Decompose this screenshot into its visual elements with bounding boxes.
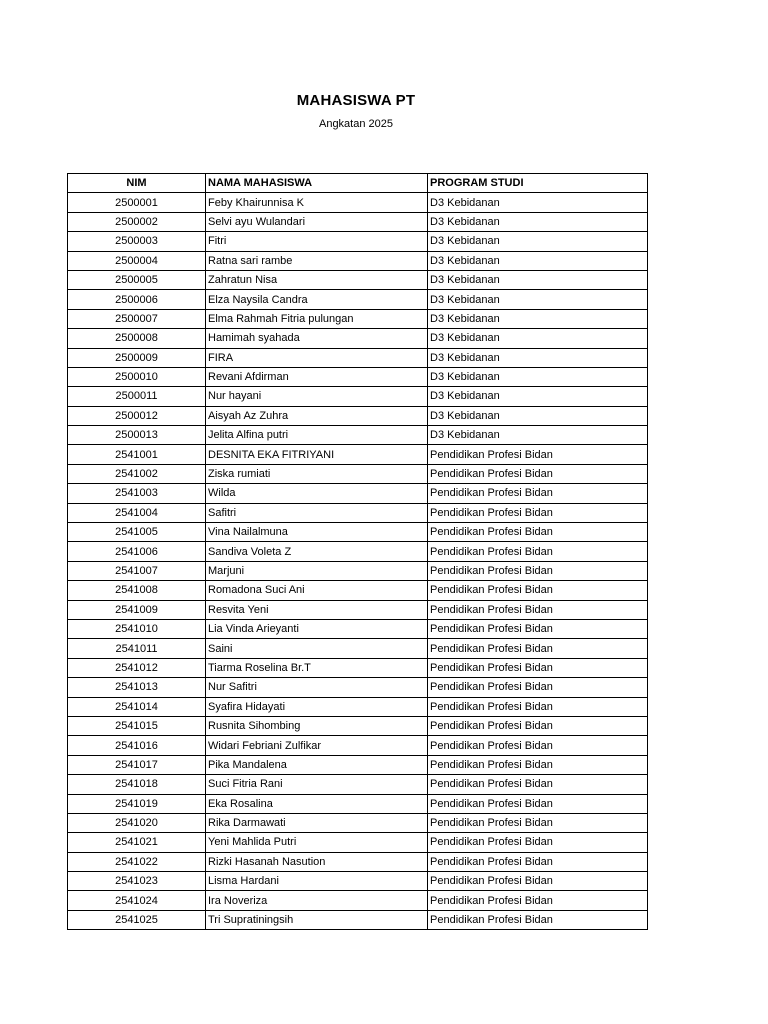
table-row (68, 290, 648, 309)
nama-mahasiswa-cell: Elma Rahmah Fitria pulungan (206, 309, 428, 328)
program-studi-cell: D3 Kebidanan (428, 309, 648, 328)
program-studi-cell: Pendidikan Profesi Bidan (428, 775, 648, 794)
nama-mahasiswa-cell: Rizki Hasanah Nasution (206, 852, 428, 871)
nama-mahasiswa-cell: Tri Supratiningsih (206, 910, 428, 929)
nim-cell: 2500009 (68, 348, 206, 367)
table-row (68, 600, 648, 619)
nama-mahasiswa-cell: Pika Mandalena (206, 755, 428, 774)
nama-mahasiswa-cell: DESNITA EKA FITRIYANI (206, 445, 428, 464)
table-row (68, 367, 648, 386)
program-studi-cell: Pendidikan Profesi Bidan (428, 833, 648, 852)
nama-mahasiswa-cell: Lia Vinda Arieyanti (206, 619, 428, 638)
program-studi-cell: Pendidikan Profesi Bidan (428, 813, 648, 832)
nama-mahasiswa-cell: Rika Darmawati (206, 813, 428, 832)
column-header-nim: NIM (68, 174, 206, 193)
nim-cell: 2541024 (68, 891, 206, 910)
table-body (68, 193, 648, 930)
nim-cell: 2541017 (68, 755, 206, 774)
nim-cell: 2541025 (68, 910, 206, 929)
nim-cell: 2541019 (68, 794, 206, 813)
column-header-program-studi: PROGRAM STUDI (428, 174, 648, 193)
table-row (68, 581, 648, 600)
program-studi-cell: D3 Kebidanan (428, 348, 648, 367)
program-studi-cell: Pendidikan Profesi Bidan (428, 503, 648, 522)
table-row (68, 426, 648, 445)
nama-mahasiswa-cell: Ira Noveriza (206, 891, 428, 910)
table-row (68, 270, 648, 289)
nama-mahasiswa-cell: FIRA (206, 348, 428, 367)
nama-mahasiswa-cell: Elza Naysila Candra (206, 290, 428, 309)
table-row (68, 833, 648, 852)
table-row (68, 813, 648, 832)
program-studi-cell: D3 Kebidanan (428, 387, 648, 406)
table-row (68, 794, 648, 813)
nama-mahasiswa-cell: Nur Safitri (206, 678, 428, 697)
table-row (68, 406, 648, 425)
nim-cell: 2500010 (68, 367, 206, 386)
table-header-row (68, 174, 648, 193)
page-title: MAHASISWA PT (296, 92, 416, 109)
table-row (68, 775, 648, 794)
nim-cell: 2541002 (68, 464, 206, 483)
nim-cell: 2541006 (68, 542, 206, 561)
nama-mahasiswa-cell: Revani Afdirman (206, 367, 428, 386)
table-row (68, 910, 648, 929)
program-studi-cell: Pendidikan Profesi Bidan (428, 445, 648, 464)
program-studi-cell: Pendidikan Profesi Bidan (428, 619, 648, 638)
table-row (68, 639, 648, 658)
nama-mahasiswa-cell: Jelita Alfina putri (206, 426, 428, 445)
nama-mahasiswa-cell: Safitri (206, 503, 428, 522)
nim-cell: 2541009 (68, 600, 206, 619)
program-studi-cell: Pendidikan Profesi Bidan (428, 581, 648, 600)
program-studi-cell: Pendidikan Profesi Bidan (428, 484, 648, 503)
nim-cell: 2541005 (68, 523, 206, 542)
program-studi-cell: D3 Kebidanan (428, 270, 648, 289)
program-studi-cell: Pendidikan Profesi Bidan (428, 639, 648, 658)
nim-cell: 2500011 (68, 387, 206, 406)
program-studi-cell: D3 Kebidanan (428, 212, 648, 231)
nama-mahasiswa-cell: Romadona Suci Ani (206, 581, 428, 600)
table-row (68, 716, 648, 735)
program-studi-cell: D3 Kebidanan (428, 329, 648, 348)
nama-mahasiswa-cell: Saini (206, 639, 428, 658)
program-studi-cell: Pendidikan Profesi Bidan (428, 678, 648, 697)
table-row (68, 697, 648, 716)
program-studi-cell: Pendidikan Profesi Bidan (428, 523, 648, 542)
nama-mahasiswa-cell: Marjuni (206, 561, 428, 580)
nim-cell: 2500008 (68, 329, 206, 348)
nim-cell: 2541013 (68, 678, 206, 697)
table-row (68, 212, 648, 231)
program-studi-cell: D3 Kebidanan (428, 406, 648, 425)
nama-mahasiswa-cell: Resvita Yeni (206, 600, 428, 619)
nim-cell: 2541014 (68, 697, 206, 716)
table-row (68, 387, 648, 406)
nim-cell: 2541016 (68, 736, 206, 755)
program-studi-cell: D3 Kebidanan (428, 367, 648, 386)
nim-cell: 2500005 (68, 270, 206, 289)
nama-mahasiswa-cell: Yeni Mahlida Putri (206, 833, 428, 852)
nama-mahasiswa-cell: Tiarma Roselina Br.T (206, 658, 428, 677)
nama-mahasiswa-cell: Lisma Hardani (206, 872, 428, 891)
nim-cell: 2500001 (68, 193, 206, 212)
nim-cell: 2541004 (68, 503, 206, 522)
nama-mahasiswa-cell: Sandiva Voleta Z (206, 542, 428, 561)
nama-mahasiswa-cell: Zahratun Nisa (206, 270, 428, 289)
program-studi-cell: Pendidikan Profesi Bidan (428, 755, 648, 774)
program-studi-cell: D3 Kebidanan (428, 251, 648, 270)
nim-cell: 2541007 (68, 561, 206, 580)
nim-cell: 2500004 (68, 251, 206, 270)
nim-cell: 2541001 (68, 445, 206, 464)
table-row (68, 232, 648, 251)
nim-cell: 2541012 (68, 658, 206, 677)
table-row (68, 542, 648, 561)
table-row (68, 523, 648, 542)
nama-mahasiswa-cell: Vina Nailalmuna (206, 523, 428, 542)
nama-mahasiswa-cell: Suci Fitria Rani (206, 775, 428, 794)
nama-mahasiswa-cell: Syafira Hidayati (206, 697, 428, 716)
table-row (68, 309, 648, 328)
program-studi-cell: Pendidikan Profesi Bidan (428, 794, 648, 813)
table-row (68, 619, 648, 638)
table-row (68, 484, 648, 503)
program-studi-cell: Pendidikan Profesi Bidan (428, 658, 648, 677)
nama-mahasiswa-cell: Ziska rumiati (206, 464, 428, 483)
nama-mahasiswa-cell: Selvi ayu Wulandari (206, 212, 428, 231)
program-studi-cell: D3 Kebidanan (428, 426, 648, 445)
nama-mahasiswa-cell: Eka Rosalina (206, 794, 428, 813)
table-row (68, 445, 648, 464)
table-row (68, 678, 648, 697)
nim-cell: 2541015 (68, 716, 206, 735)
nim-cell: 2500012 (68, 406, 206, 425)
program-studi-cell: Pendidikan Profesi Bidan (428, 716, 648, 735)
nim-cell: 2541023 (68, 872, 206, 891)
table-header (68, 174, 648, 193)
table-row (68, 755, 648, 774)
program-studi-cell: Pendidikan Profesi Bidan (428, 561, 648, 580)
column-header-nama-mahasiswa: NAMA MAHASISWA (206, 174, 428, 193)
nim-cell: 2541010 (68, 619, 206, 638)
nama-mahasiswa-cell: Aisyah Az Zuhra (206, 406, 428, 425)
program-studi-cell: D3 Kebidanan (428, 193, 648, 212)
nim-cell: 2500007 (68, 309, 206, 328)
nama-mahasiswa-cell: Rusnita Sihombing (206, 716, 428, 735)
program-studi-cell: Pendidikan Profesi Bidan (428, 736, 648, 755)
nama-mahasiswa-cell: Feby Khairunnisa K (206, 193, 428, 212)
nama-mahasiswa-cell: Widari Febriani Zulfikar (206, 736, 428, 755)
nim-cell: 2500002 (68, 212, 206, 231)
table-row (68, 251, 648, 270)
nim-cell: 2541018 (68, 775, 206, 794)
program-studi-cell: D3 Kebidanan (428, 232, 648, 251)
table-row (68, 872, 648, 891)
nim-cell: 2541021 (68, 833, 206, 852)
nim-cell: 2541022 (68, 852, 206, 871)
nama-mahasiswa-cell: Hamimah syahada (206, 329, 428, 348)
nim-cell: 2541003 (68, 484, 206, 503)
table-row (68, 736, 648, 755)
nim-cell: 2541020 (68, 813, 206, 832)
page-subtitle: Angkatan 2025 (318, 118, 393, 130)
table-row (68, 348, 648, 367)
student-table (67, 173, 648, 930)
program-studi-cell: Pendidikan Profesi Bidan (428, 852, 648, 871)
nim-cell: 2500006 (68, 290, 206, 309)
nim-cell: 2500003 (68, 232, 206, 251)
program-studi-cell: Pendidikan Profesi Bidan (428, 910, 648, 929)
table-row (68, 658, 648, 677)
program-studi-cell: Pendidikan Profesi Bidan (428, 697, 648, 716)
nim-cell: 2541011 (68, 639, 206, 658)
nim-cell: 2500013 (68, 426, 206, 445)
program-studi-cell: Pendidikan Profesi Bidan (428, 872, 648, 891)
table-row (68, 852, 648, 871)
program-studi-cell: Pendidikan Profesi Bidan (428, 542, 648, 561)
table-row (68, 464, 648, 483)
nama-mahasiswa-cell: Fitri (206, 232, 428, 251)
nama-mahasiswa-cell: Ratna sari rambe (206, 251, 428, 270)
nama-mahasiswa-cell: Nur hayani (206, 387, 428, 406)
table-row (68, 891, 648, 910)
table-row (68, 503, 648, 522)
program-studi-cell: Pendidikan Profesi Bidan (428, 891, 648, 910)
table-row (68, 329, 648, 348)
nim-cell: 2541008 (68, 581, 206, 600)
program-studi-cell: Pendidikan Profesi Bidan (428, 600, 648, 619)
table-row (68, 193, 648, 212)
table-row (68, 561, 648, 580)
program-studi-cell: Pendidikan Profesi Bidan (428, 464, 648, 483)
nama-mahasiswa-cell: Wilda (206, 484, 428, 503)
program-studi-cell: D3 Kebidanan (428, 290, 648, 309)
